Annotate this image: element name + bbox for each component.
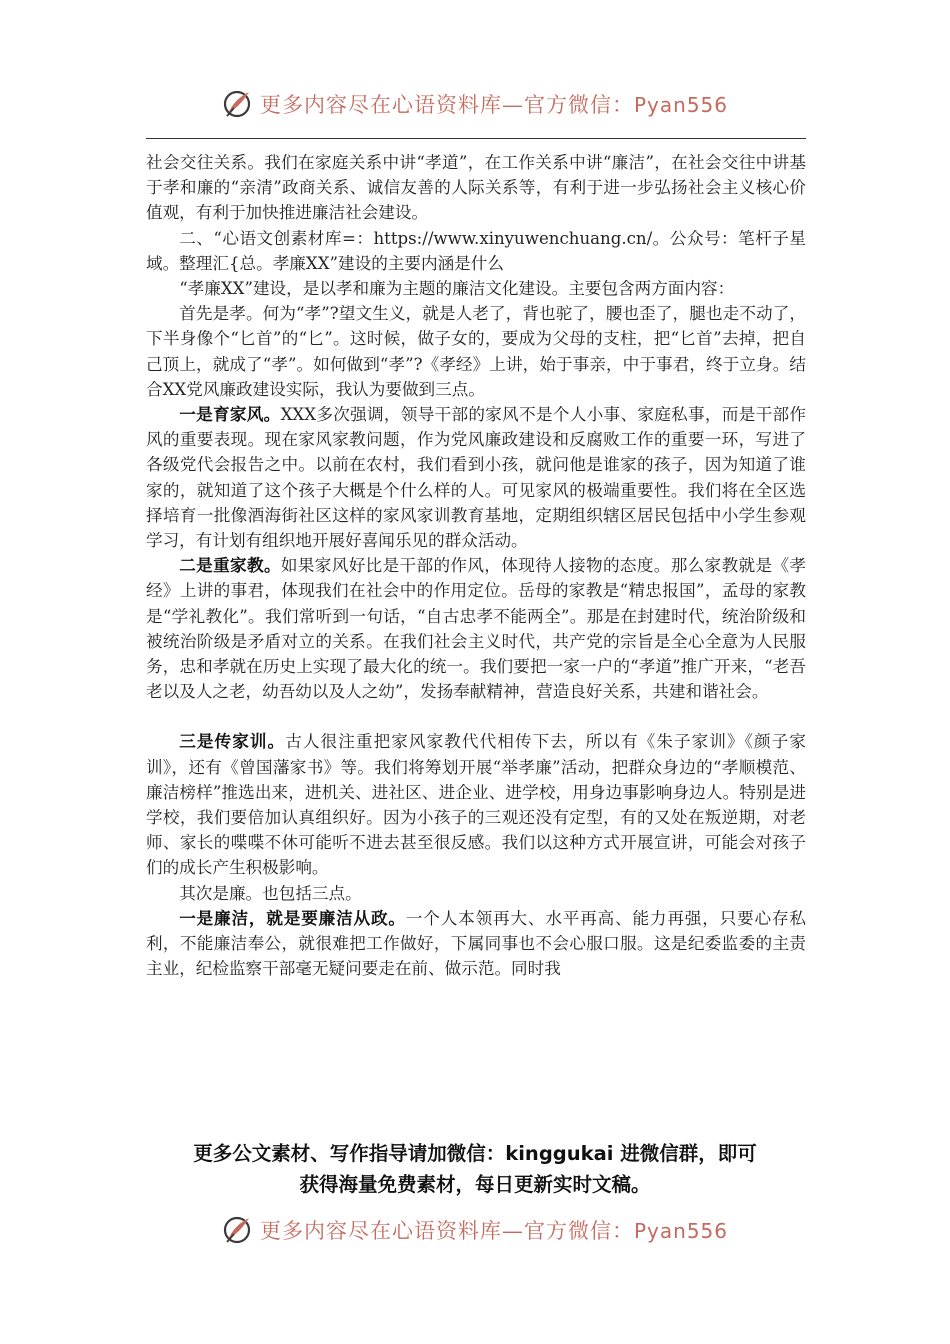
section-heading: 二、“心语文创素材库=：https://www.xinyuwenchuang.cn/。公众号：笔杆子星域。整理汇{总。孝廉XX”建设的主要内涵是什么	[146, 228, 806, 273]
paragraph-lead: 三是传家训。	[179, 731, 286, 752]
header-banner-contact: Pyan556	[633, 93, 728, 117]
footer-banner-label: 更多内容尽在心语资料库—官方微信：	[259, 1219, 634, 1243]
paragraph	[146, 729, 806, 880]
paragraph	[146, 402, 806, 553]
footer-banner	[0, 1210, 950, 1250]
footer-notice-line: 更多公文素材、写作指导请加微信：kinggukai 进微信群，即可	[193, 1142, 757, 1165]
paragraph	[146, 906, 806, 982]
quill-logo-icon	[222, 1215, 252, 1245]
header-divider	[146, 138, 806, 139]
paragraph: 社会交往关系。我们在家庭关系中讲“孝道”，在工作关系中讲“廉洁”，在社会交往中讲基于孝和廉的“亲清”政商关系、诚信友善的人际关系等，有利于进一步弘扬社会主义核心价值观，有利于加快推进廉洁社会建设。	[146, 153, 806, 223]
paragraph	[146, 553, 806, 704]
paragraph: “孝廉XX”建设，是以孝和廉为主题的廉洁文化建设。主要包含两方面内容：	[179, 279, 735, 299]
paragraph-text: 古人很注重把家风家教代代相传下去，所以有《朱子家训》《颜子家训》，还有《曾国藩家书》等。我们将筹划开展“举孝廉”活动，把群众身边的“孝顺模范、廉洁榜样”推选出来，进机关、进社区、进企业、进学校，用身边事影响身边人。特别是进学校，我们要倍加认真组织好。因为小孩子的三观还没有定型，有的又处在叛逆期，对老师、家长的喋喋不休可能听不进去甚至很反感。我们以这种方式开展宣讲，可能会对孩子们的成长产生积极影响。	[146, 732, 806, 878]
paragraph: 首先是孝。何为“孝”?望文生义，就是人老了，背也驼了，腰也歪了，腿也走不动了，下半身像个“匕首”的“匕”。这时候，做子女的，要成为父母的支柱，把“匕首”去掉，把自己顶上，就成了“孝”。如何做到“孝”?《孝经》上讲，始于事亲，中于事君，终于立身。结合XX党风廉政建设实际，我认为要做到三点。	[146, 304, 806, 399]
footer-banner-contact: Pyan556	[633, 1219, 728, 1243]
footer-banner-text	[260, 1215, 728, 1245]
header-banner-text	[260, 89, 728, 119]
paragraph-lead: 一是廉洁，就是要廉洁从政。	[179, 907, 406, 928]
paragraph-text: XXX多次强调，领导干部的家风不是个人小事、家庭私事，而是干部作风的重要表现。现在家风家教问题，作为党风廉政建设和反腐败工作的重要一环，写进了各级党代会报告之中。以前在农村，我们看到小孩，就问他是谁家的孩子，因为知道了谁家的，就知道了这个孩子大概是个什么样的人。可见家风的极端重要性。我们将在全区选择培育一批像酒海街社区这样的家风家训教育基地，定期组织辖区居民包括中小学生参观学习，有计划有组织地开展好喜闻乐见的群众活动。	[146, 405, 806, 551]
paragraph: 其次是廉。也包括三点。	[179, 883, 362, 903]
footer-notice	[120, 1138, 830, 1200]
footer-notice-line: 获得海量免费素材，每日更新实时文稿。	[299, 1173, 651, 1196]
paragraph-text: 如果家风好比是干部的作风，体现待人接物的态度。那么家教就是《孝经》上讲的事君，体现我们在社会中的作用定位。岳母的家教是“精忠报国”，孟母的家教是“学礼教化”。我们常听到一句话，“自古忠孝不能两全”。那是在封建时代，统治阶级和被统治阶级是矛盾对立的关系。在我们社会主义时代，共产党的宗旨是全心全意为人民服务，忠和孝就在历史上实现了最大化的统一。我们要把一家一户的“孝道”推广开来，“老吾老以及人之老，幼吾幼以及人之幼”，发扬奉献精神，营造良好关系，共建和谐社会。	[146, 556, 806, 702]
quill-logo-icon	[222, 89, 252, 119]
paragraph-lead: 一是育家风。	[179, 404, 281, 425]
paragraph-text: 一个人本领再大、水平再高、能力再强，只要心存私利，不能廉洁奉公，就很难把工作做好，下属同事也不会心服口服。这是纪委监委的主责主业，纪检监察干部毫无疑问要走在前、做示范。同时我	[146, 908, 807, 979]
header-banner	[0, 84, 950, 124]
paragraph-lead: 二是重家教。	[179, 555, 281, 576]
document-body	[146, 150, 806, 982]
header-banner-label: 更多内容尽在心语资料库—官方微信：	[259, 93, 634, 117]
